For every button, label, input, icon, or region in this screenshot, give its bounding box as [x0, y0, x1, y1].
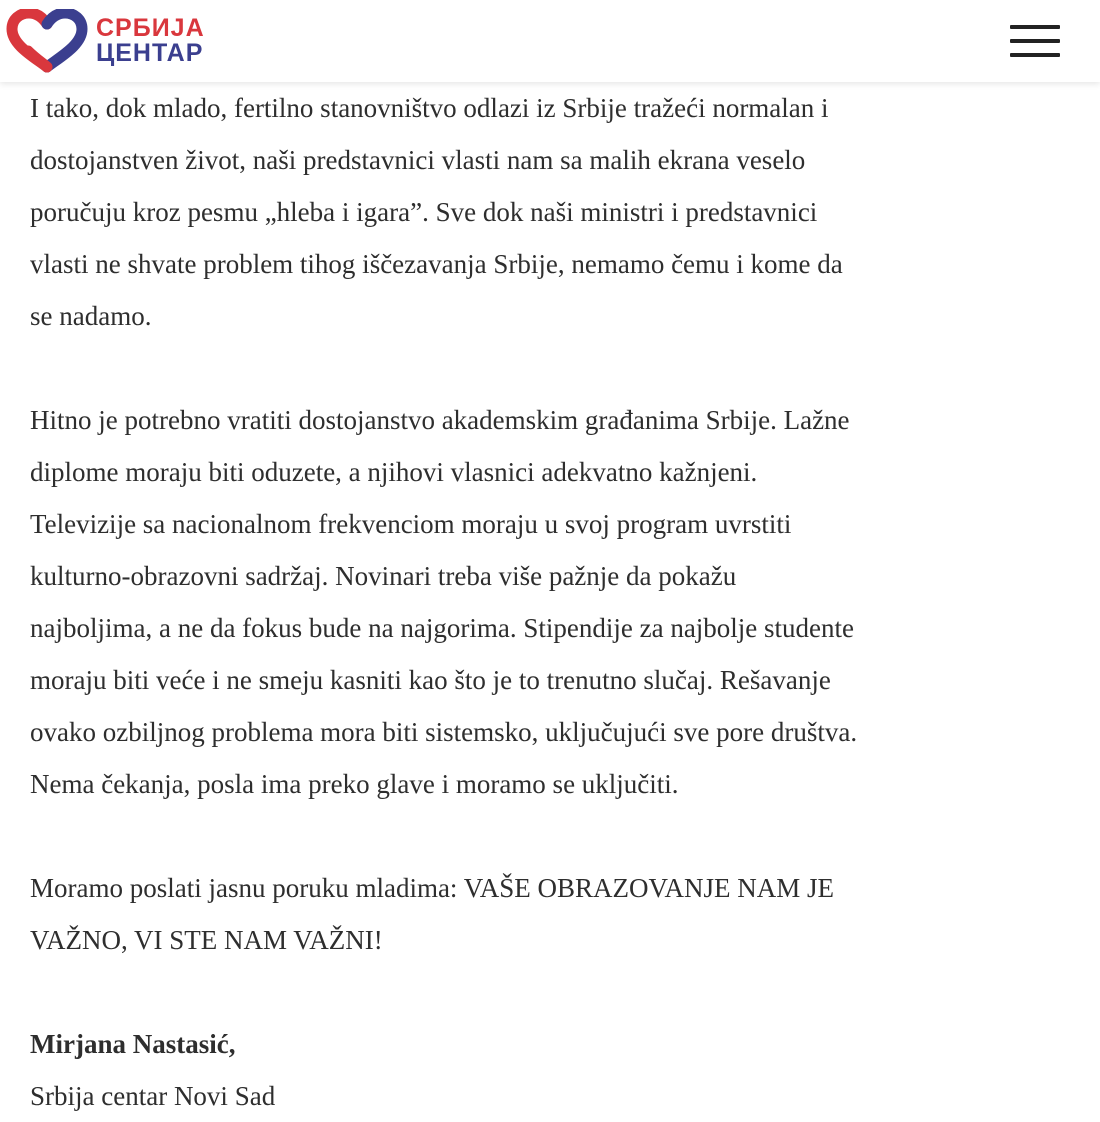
text-line: VAŽNO, VI STE NAM VAŽNI! — [30, 925, 383, 955]
signature-name: Mirjana Nastasić, — [30, 1029, 236, 1059]
menu-bar — [1010, 53, 1060, 57]
text-line: najboljima, a ne da fokus bude na najgorima. Stipendije za najbolje studente — [30, 613, 855, 643]
article-paragraph-3 — [30, 862, 1080, 966]
signature-org: Srbija centar Novi Sad — [30, 1081, 276, 1111]
logo-line-1: СРБИЈА — [96, 14, 205, 42]
hamburger-menu-icon[interactable] — [1010, 23, 1060, 59]
text-line: ovako ozbiljnog problema mora biti sistemsko, uključujući sve pore društva. — [30, 717, 858, 747]
text-line: Nema čekanja, posla ima preko glave i moramo se uključiti. — [30, 769, 679, 799]
text-line: poručuju kroz pesmu „hleba i igara”. Sve dok naši ministri i predstavnici — [30, 197, 818, 227]
text-line: kulturno-obrazovni sadržaj. Novinari treba više pažnje da pokažu — [30, 561, 737, 591]
logo-wordmark — [96, 16, 205, 66]
text-line: Hitno je potrebno vratiti dostojanstvo akademskim građanima Srbije. Lažne — [30, 405, 850, 435]
text-line: Televizije sa nacionalnom frekvenciom moraju u svoj program uvrstiti — [30, 509, 792, 539]
menu-bar — [1010, 39, 1060, 43]
text-line: I tako, dok mlado, fertilno stanovništvo odlazi iz Srbije tražeći normalan i — [30, 93, 829, 123]
text-line: dostojanstven život, naši predstavnici vlasti nam sa malih ekrana veselo — [30, 145, 806, 175]
article-paragraph-1 — [30, 82, 1080, 342]
logo-line-2: ЦЕНТАР — [96, 39, 204, 67]
text-line: Moramo poslati jasnu poruku mladima: VAŠE OBRAZOVANJE NAM JE — [30, 873, 835, 903]
text-line: se nadamo. — [30, 301, 152, 331]
site-header — [0, 0, 1100, 82]
text-line: moraju biti veće i ne smeju kasniti kao što je to trenutno slučaj. Rešavanje — [30, 665, 831, 695]
signature-block — [30, 1018, 1080, 1122]
text-line: vlasti ne shvate problem tihog iščezavanja Srbije, nemamo čemu i kome da — [30, 249, 843, 279]
text-line: diplome moraju biti oduzete, a njihovi vlasnici adekvatno kažnjeni. — [30, 457, 758, 487]
site-logo[interactable] — [4, 0, 205, 82]
article-body — [30, 82, 1080, 1122]
article-paragraph-2 — [30, 394, 1080, 810]
heart-logo-icon — [4, 9, 90, 73]
menu-bar — [1010, 25, 1060, 29]
